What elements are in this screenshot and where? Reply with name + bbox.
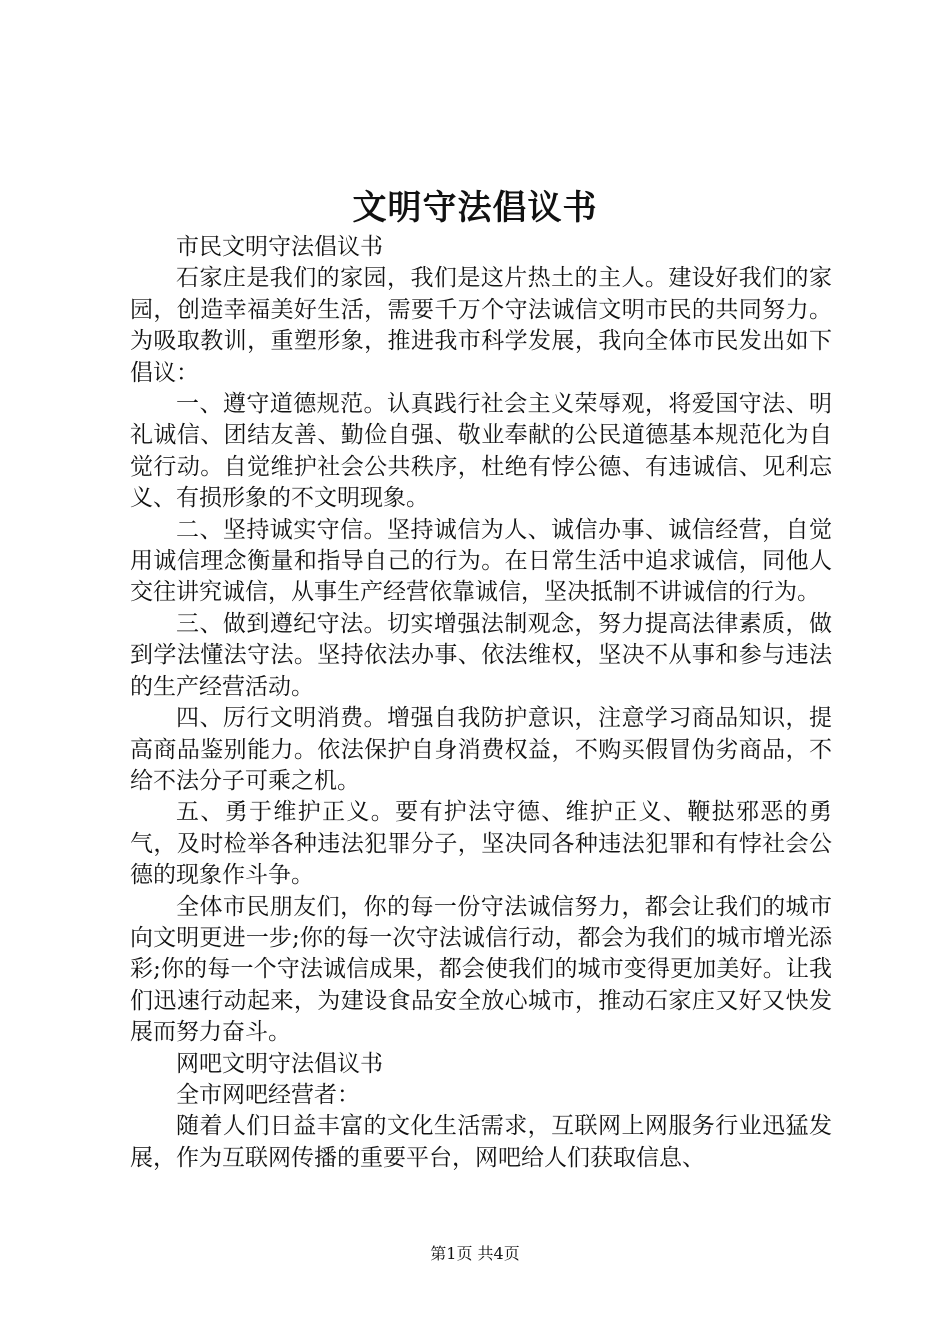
paragraph: 随着人们日益丰富的文化生活需求，互联网上网服务行业迅猛发展，作为互联网传播的重要平台，网吧给人们获取信息、 xyxy=(130,1113,832,1171)
paragraph: 网吧文明守法倡议书 xyxy=(176,1050,383,1077)
document-body xyxy=(130,232,832,1174)
paragraph: 四、厉行文明消费。增强自我防护意识，注意学习商品知识，提高商品鉴别能力。依法保护自身消费权益，不购买假冒伪劣商品，不给不法分子可乘之机。 xyxy=(130,705,832,794)
document-title: 文明守法倡议书 xyxy=(352,188,598,228)
paragraph: 五、勇于维护正义。要有护法守德、维护正义、鞭挞邪恶的勇气，及时检举各种违法犯罪分子，坚决同各种违法犯罪和有悖社会公德的现象作斗争。 xyxy=(130,799,832,889)
page-footer: 第1页 共4页 xyxy=(430,1244,520,1263)
paragraph: 市民文明守法倡议书 xyxy=(176,234,383,260)
paragraph: 二、坚持诚实守信。坚持诚信为人、诚信办事、诚信经营，自觉用诚信理念衡量和指导自己的行为。在日常生活中追求诚信，同他人交往讲究诚信，从事生产经营依靠诚信，坚决抵制不讲诚信的行为。 xyxy=(130,516,832,606)
paragraph: 一、遵守道德规范。认真践行社会主义荣辱观，将爱国守法、明礼诚信、团结友善、勤俭自强、敬业奉献的公民道德基本规范化为自觉行动。自觉维护社会公共秩序，杜绝有悖公德、有违诚信、见利忘义、有损形象的不文明现象。 xyxy=(130,391,832,512)
paragraph: 全市网吧经营者： xyxy=(176,1081,360,1108)
paragraph: 石家庄是我们的家园，我们是这片热土的主人。建设好我们的家园，创造幸福美好生活，需要千万个守法诚信文明市民的共同努力。为吸取教训，重塑形象，推进我市科学发展，我向全体市民发出如下倡议： xyxy=(130,265,832,386)
paragraph: 全体市民朋友们，你的每一份守法诚信努力，都会让我们的城市向文明更进一步;你的每一次守法诚信行动，都会为我们的城市增光添彩;你的每一个守法诚信成果，都会使我们的城市变得更加美好。让我们迅速行动起来，为建设食品安全放心城市，推动石家庄又好又快发展而努力奋斗。 xyxy=(130,893,832,1046)
paragraph: 三、做到遵纪守法。切实增强法制观念，努力提高法律素质，做到学法懂法守法。坚持依法办事、依法维权，坚决不从事和参与违法的生产经营活动。 xyxy=(130,610,832,700)
